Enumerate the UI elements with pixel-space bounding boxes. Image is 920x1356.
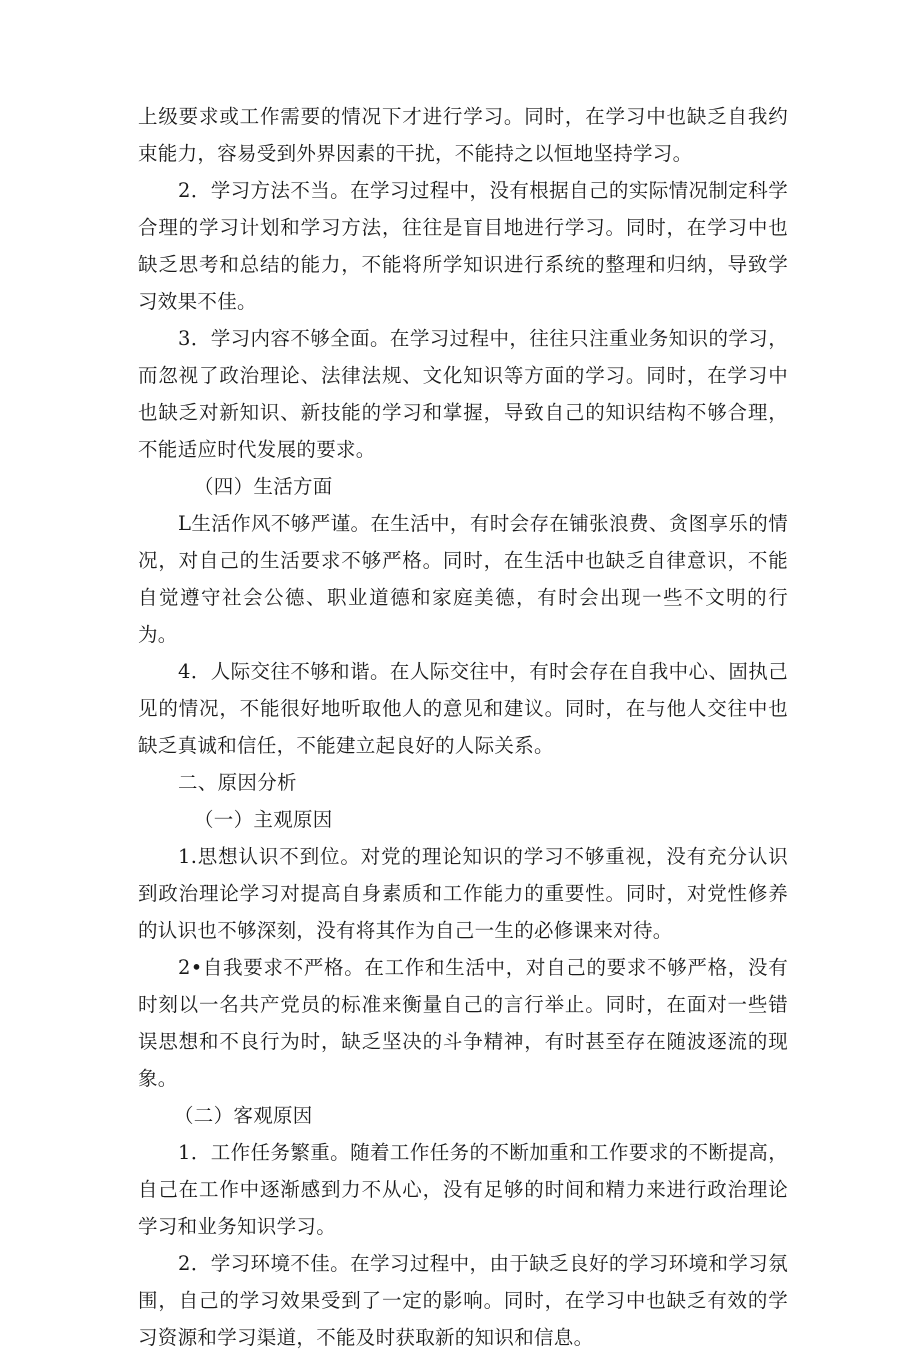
paragraph-learning-content: 3．学习内容不够全面。在学习过程中，往往只注重业务知识的学习，而忽视了政治理论、法律法规、文化知识等方面的学习。同时，在学习中也缺乏对新知识、新技能的学习和掌握，导致自己的知识结构不够合理，不能适应时代发展的要求。 — [138, 327, 788, 461]
paragraph-interpersonal: 4．人际交往不够和谐。在人际交往中，有时会存在自我中心、固执己见的情况，不能很好地听取他人的意见和建议。同时，在与他人交往中也缺乏真诚和信任，不能建立起良好的人际关系。 — [138, 660, 788, 757]
section-heading-cause-analysis: 二、原因分析 — [178, 771, 297, 794]
paragraph-workload: 1．工作任务繁重。随着工作任务的不断加重和工作要求的不断提高，自己在工作中逐渐感到力不从心，没有足够的时间和精力来进行政治理论学习和业务知识学习。 — [138, 1141, 788, 1238]
paragraph-learning-method: 2．学习方法不当。在学习过程中，没有根据自己的实际情况制定科学合理的学习计划和学习方法，往往是盲目地进行学习。同时，在学习中也缺乏思考和总结的能力，不能将所学知识进行系统的整理和归纳，导致学习效果不佳。 — [138, 179, 788, 313]
paragraph-learning-environment: 2．学习环境不佳。在学习过程中，由于缺乏良好的学习环境和学习氛围，自己的学习效果受到了一定的影响。同时，在学习中也缺乏有效的学习资源和学习渠道，不能及时获取新的知识和信息。 — [138, 1252, 788, 1349]
paragraph-life-style: L生活作风不够严谨。在生活中，有时会存在铺张浪费、贪图享乐的情况，对自己的生活要求不够严格。同时，在生活中也缺乏自律意识，不能自觉遵守社会公德、职业道德和家庭美德，有时会出现一些不文明的行为。 — [138, 512, 788, 646]
section-heading-objective: （二）客观原因 — [174, 1104, 313, 1127]
document-page — [138, 98, 788, 1356]
paragraph-self-requirement: 2•自我要求不严格。在工作和生活中，对自己的要求不够严格，没有时刻以一名共产党员的标准来衡量自己的言行举止。同时，在面对一些错误思想和不良行为时，缺乏坚决的斗争精神，有时甚至存在随波逐流的现象。 — [138, 956, 788, 1090]
paragraph-thinking: 1.思想认识不到位。对党的理论知识的学习不够重视，没有充分认识到政治理论学习对提高自身素质和工作能力的重要性。同时，对党性修养的认识也不够深刻，没有将其作为自己一生的必修课来对待。 — [138, 845, 788, 942]
section-heading-life: （四）生活方面 — [194, 475, 333, 498]
section-heading-subjective: （一）主观原因 — [194, 808, 333, 831]
paragraph-continuation: 上级要求或工作需要的情况下才进行学习。同时，在学习中也缺乏自我约束能力，容易受到外界因素的干扰，不能持之以恒地坚持学习。 — [138, 105, 788, 165]
